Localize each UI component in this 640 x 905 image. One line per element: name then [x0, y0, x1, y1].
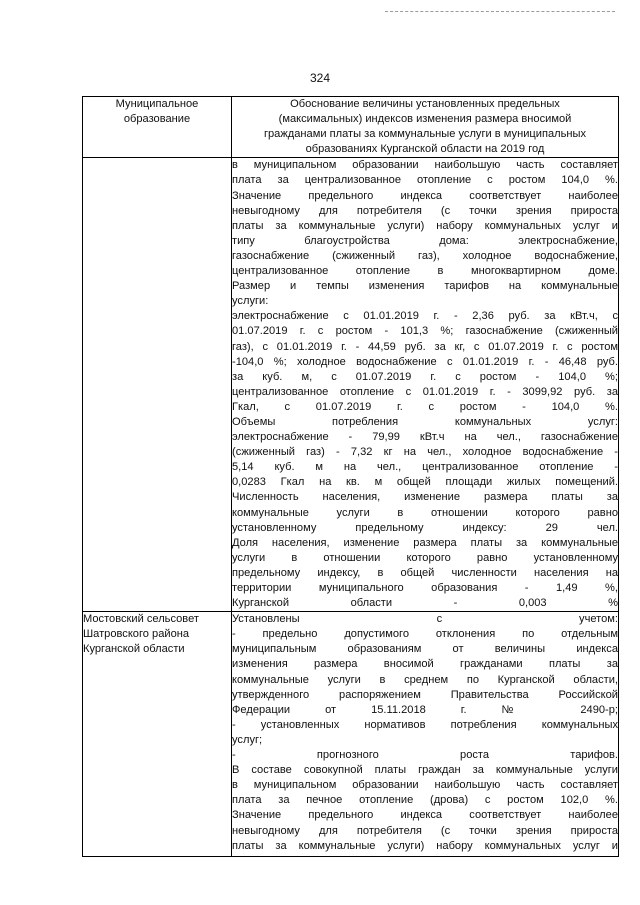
text-line: - предельно допустимого отклонения по отдельным	[232, 628, 618, 641]
text-line: в муниципальном образовании наибольшую часть составляет	[232, 159, 618, 172]
text-line: электроснабжение - 79,99 кВт.ч на чел., газоснабжение	[232, 431, 618, 444]
text-line: услуги в отношении которого равно установленному	[232, 551, 618, 564]
text-line: образованиях Курганской области на 2019 год	[305, 143, 545, 156]
scan-edge-line	[385, 11, 615, 12]
text-line: - установленных нормативов потребления коммунальных	[232, 718, 618, 731]
text-line: услуг;	[232, 733, 263, 746]
text-line: Обоснование величины установленных предельных	[290, 98, 560, 110]
text-line: невыгодному для потребителя (с точки зрения прироста	[232, 204, 618, 217]
text-line: платы за коммунальные услуги) набору коммунальных услуг и	[232, 839, 618, 852]
text-line: Установлены с учетом:	[232, 613, 618, 626]
text-line: централизованное отопление с 01.01.2019 г. - 3099,92 руб. за	[232, 385, 618, 398]
text-line: гражданами платы за коммунальные услуги в муниципальных	[263, 128, 587, 141]
text-line: за куб. м, с 01.07.2019 г. с ростом - 104,0 %;	[232, 370, 618, 383]
table-row	[83, 612, 619, 857]
text-line: Численность населения, изменение размера платы за	[232, 491, 618, 504]
text-line: услуги:	[232, 295, 269, 308]
text-line: централизованное отопление в многоквартирном доме.	[232, 265, 618, 278]
text-line: коммунальные услуги в отношении которого равно	[232, 506, 618, 519]
text-line: Доля населения, изменение размера платы за коммунальные	[232, 536, 618, 549]
text-line: Федерации от 15.11.2018 г. № 2490-р;	[232, 703, 618, 716]
text-line: - прогнозного роста тарифов.	[232, 749, 618, 762]
header-justification-text	[232, 97, 618, 157]
text-line: утвержденного распоряжением Правительства Российской	[232, 688, 618, 701]
header-municipality-text	[83, 97, 231, 127]
text-line: Мостовский сельсовет	[83, 613, 199, 626]
header-municipality-cell	[83, 97, 232, 158]
text-line: Гкал, с 01.07.2019 г. с ростом - 104,0 %.	[232, 400, 618, 413]
text-line: образование	[123, 113, 191, 126]
text-line: Муниципальное	[115, 98, 199, 110]
text-line: Объемы потребления коммунальных услуг:	[232, 415, 618, 428]
text-line: плата за печное отопление (дрова) с ростом 102,0 %.	[232, 794, 618, 807]
text-line: Шатровского района	[83, 628, 190, 641]
text-line: Курганской области - 0,003 %	[232, 597, 618, 610]
text-line: плата за централизованное отопление с ростом 104,0 %.	[232, 174, 618, 187]
text-line: типу благоустройства дома: электроснабжение,	[232, 234, 618, 247]
text-line: электроснабжение с 01.01.2019 г. - 2,36 руб. за кВт.ч, с	[232, 310, 618, 323]
page-number: 324	[309, 71, 331, 85]
tariff-justification-table	[82, 96, 619, 857]
text-line: Значение предельного индекса соответствует наиболее	[232, 189, 618, 202]
header-justification-cell	[232, 97, 619, 158]
justification-cell	[232, 158, 619, 612]
municipality-cell	[83, 158, 232, 612]
justification-text	[232, 612, 618, 854]
text-line: (сжиженный газ) - 7,32 кг на чел., холодное водоснабжение -	[232, 446, 618, 459]
justification-text	[232, 158, 618, 611]
text-line: в муниципальном образовании наибольшую часть составляет	[232, 779, 618, 792]
text-line: 5,14 куб. м на чел., централизованное отопление -	[232, 461, 618, 474]
text-line: 01.07.2019 г. с ростом - 101,3 %; газоснабжение (сжиженный	[232, 325, 618, 338]
text-line: газоснабжение (сжиженный газ), холодное водоснабжение,	[232, 249, 618, 262]
text-line: муниципальным образованиям от величины индекса	[232, 643, 618, 656]
municipality-name	[83, 612, 231, 657]
text-line: Значение предельного индекса соответствует наиболее	[232, 809, 618, 822]
municipality-cell	[83, 612, 232, 857]
justification-cell	[232, 612, 619, 857]
text-line: В составе совокупной платы граждан за коммунальные услуги	[232, 764, 618, 777]
table-row	[83, 158, 619, 612]
text-line: предельному индексу, в общей численности населения на	[232, 566, 618, 579]
text-line: Курганской области	[83, 643, 185, 656]
text-line: 0,0283 Гкал на кв. м общей площади жилых помещений.	[232, 476, 618, 489]
text-line: изменения размера вносимой гражданами платы за	[232, 658, 618, 671]
text-line: Размер и темпы изменения тарифов на коммунальные	[232, 280, 618, 293]
text-line: платы за коммунальные услуги) набору коммунальных услуг и	[232, 219, 618, 232]
text-line: территории муниципального образования - 1,49 %,	[232, 582, 618, 594]
text-line: (максимальных) индексов изменения размера вносимой	[278, 113, 572, 126]
text-line: установленному предельному индексу: 29 чел.	[232, 521, 618, 534]
text-line: невыгодному для потребителя (с точки зрения прироста	[232, 824, 618, 837]
text-line: коммунальные услуги в среднем по Курганской области,	[232, 673, 618, 686]
text-line: -104,0 %; холодное водоснабжение с 01.01.2019 г. - 46,48 руб.	[232, 355, 618, 368]
table-header-row	[83, 97, 619, 158]
text-line: газ), с 01.01.2019 г. - 44,59 руб. за кг, с 01.07.2019 г. с ростом	[232, 340, 618, 353]
